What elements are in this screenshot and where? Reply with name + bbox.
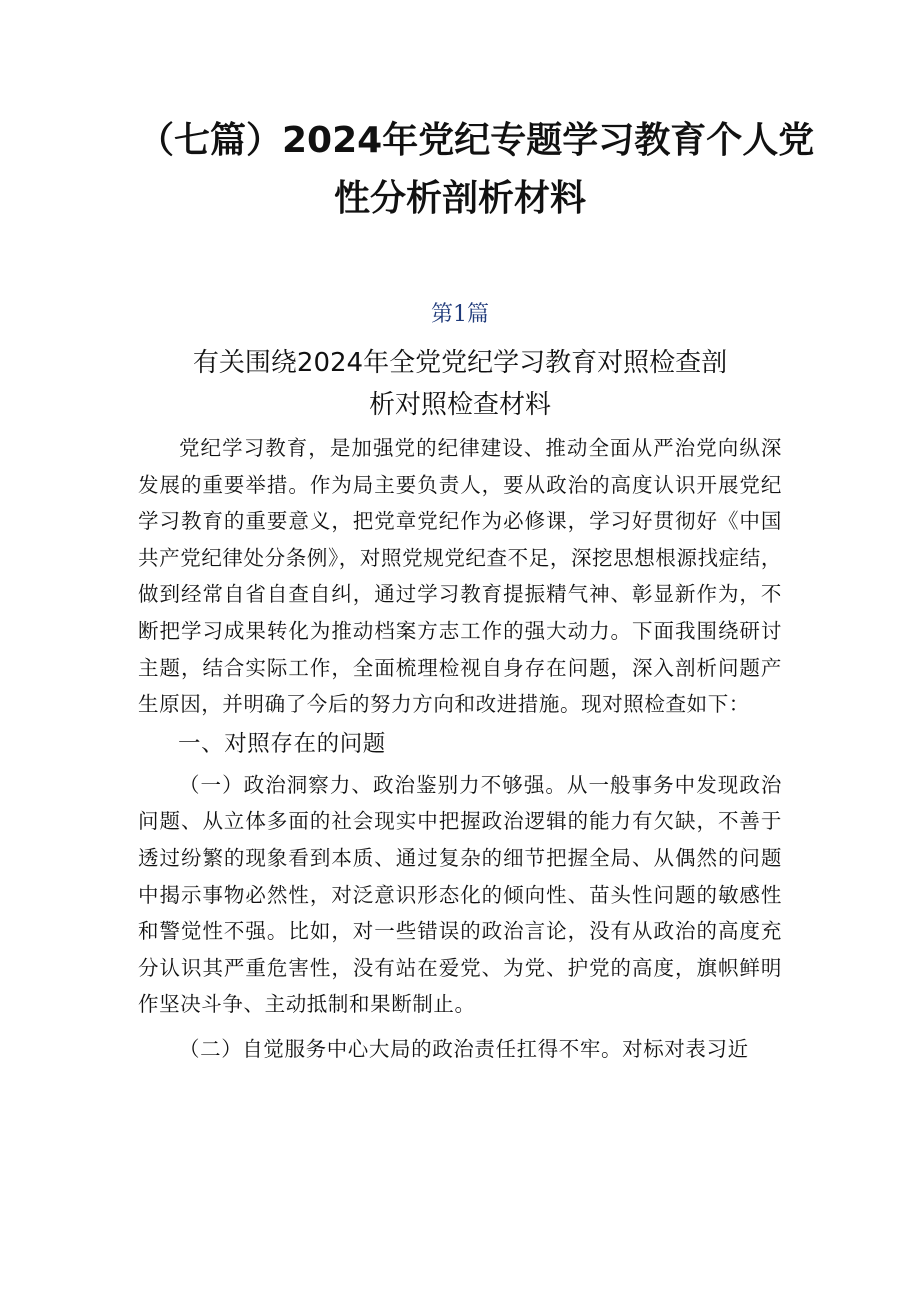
document-title-line-2: 性分析剖析材料 (333, 178, 586, 219)
document-title-line-1: （七篇）2024年党纪专题学习教育个人党 (138, 120, 815, 161)
section-heading: 一、对照存在的问题 (178, 730, 386, 757)
article-title-line-1: 有关围绕2024年全党党纪学习教育对照检查剖 (192, 348, 728, 378)
paragraph-intro: 党纪学习教育，是加强党的纪律建设、推动全面从严治党向纵深发展的重要举措。作为局主要负责人，要从政治的高度认识开展党纪学习教育的重要意义，把党章党纪作为必修课，学习好贯彻好《中国共产党纪律处分条例》，对照党规党纪查不足，深挖思想根源找症结，做到经常自省自查自纠，通过学习教育提振精气神、彰显新作为，不断把学习成果转化为推动档案方志工作的强大动力。下面我围绕研讨主题，结合实际工作，全面梳理检视自身存在问题，深入剖析问题产生原因，并明确了今后的努力方向和改进措施。现对照检查如下： (138, 436, 782, 717)
article-title-line-2: 析对照检查材料 (368, 390, 551, 420)
part-label: 第1篇 (431, 302, 489, 327)
document-title (138, 112, 815, 228)
article-title (138, 342, 782, 426)
document-body (138, 430, 782, 1068)
paragraph-item-1: （一）政治洞察力、政治鉴别力不够强。从一般事务中发现政治问题、从立体多面的社会现实中把握政治逻辑的能力有欠缺，不善于透过纷繁的现象看到本质、通过复杂的细节把握全局、从偶然的问题中揭示事物必然性，对泛意识形态化的倾向性、苗头性问题的敏感性和警觉性不强。比如，对一些错误的政治言论，没有从政治的高度充分认识其严重危害性，没有站在爱党、为党、护党的高度，旗帜鲜明作坚决斗争、主动抵制和果断制止。 (138, 772, 782, 1017)
paragraph-item-2: （二）自觉服务中心大局的政治责任扛得不牢。对标对表习近 (179, 1036, 749, 1061)
